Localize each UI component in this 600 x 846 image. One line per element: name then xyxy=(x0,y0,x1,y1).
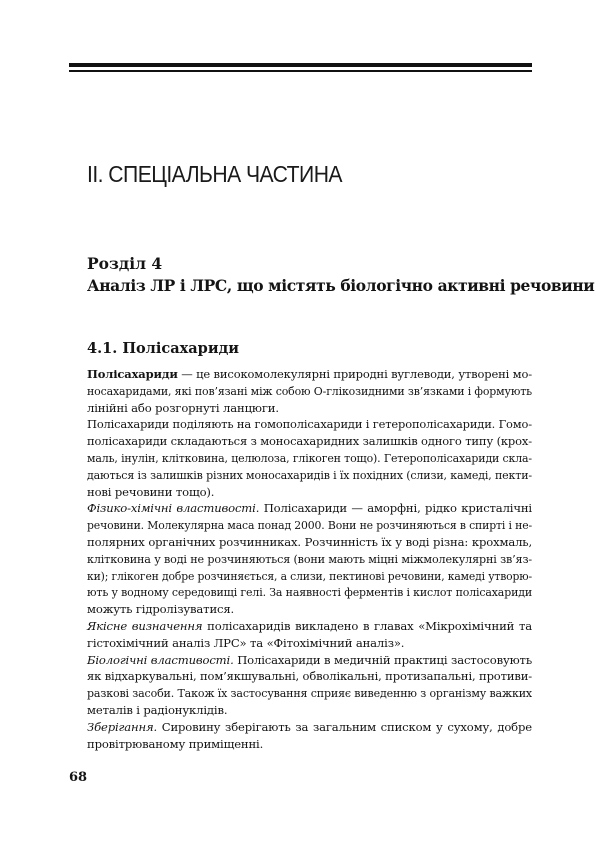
part-title: II. СПЕЦІАЛЬНА ЧАСТИНА xyxy=(87,161,342,187)
term-italic: Зберігання. xyxy=(87,719,158,734)
term-italic: Біологічні властивості. xyxy=(87,652,234,667)
term-bold: Полісахариди xyxy=(87,367,178,381)
header-rule-thin xyxy=(69,70,532,72)
section-number: Розділ 4 xyxy=(87,254,163,273)
body-text xyxy=(87,366,532,752)
page-number: 68 xyxy=(69,770,88,785)
header-rule-thick xyxy=(69,63,532,67)
term-italic: Якісне визначення xyxy=(87,618,203,633)
paragraph-qualitative: Якісне визначення полісахаридів викладено в главах «Мікрохімічний та гістохімічний аналіз ЛРС» та «Фітохімічний аналіз». xyxy=(87,618,532,650)
paragraph-biological: Біологічні властивості. Полісахариди в медичній практиці застосовують як відхаркувальні, пом’якшувальні, обволікальні, протизапальні, противи- разкові засоби. Також їх застосування сприяє виведенню з організму важких металів і радіонуклідів. xyxy=(87,652,532,717)
paragraph-definition: Полісахариди — це високомолекулярні природні вуглеводи, утворені мо- носахаридами, які пов’язані між собою О-глікозидними зв’язками і формують лінійні або розгорнуті ланцюги. xyxy=(87,367,532,415)
paragraph-physicochemical: Фізико-хімічні властивості. Полісахариди — аморфні, рідко кристалічні речовини. Молекулярна маса понад 2000. Вони не розчиняються в спирті і не- полярних органічних розчинниках. Розчинність їх у воді різна: крохмаль, клітковина у воді не розчиняються (вони мають міцні міжмолекулярні зв’яз- ки); глікоген добре розчиняється, а слизи, пектинові речовини, камеді утворю- ють у водному середовищі гелі. За наявності ферментів і кислот полісахариди можуть гідролізуватися. xyxy=(87,501,532,617)
term-italic: Фізико-хімічні властивості. xyxy=(87,501,260,516)
section-title: Аналіз ЛР і ЛРС, що містять біологічно активні речовини xyxy=(87,276,595,295)
paragraph-classification: Полісахариди поділяють на гомополісахариди і гетерополісахариди. Гомо- полісахариди складаються з моносахаридних залишків одного типу (крох- маль, інулін, клітковина, целюлоза, глікоген тощо). Гетерополісахариди скла- даються із залишків різних моносахаридів і їх похідних (слизи, камеді, пекти- нові речовини тощо). xyxy=(87,417,532,499)
subsection-title: 4.1. Полісахариди xyxy=(87,340,239,357)
paragraph-storage: Зберігання. Сировину зберігають за загальним списком у сухому, добре провітрюваному приміщенні. xyxy=(87,719,532,751)
